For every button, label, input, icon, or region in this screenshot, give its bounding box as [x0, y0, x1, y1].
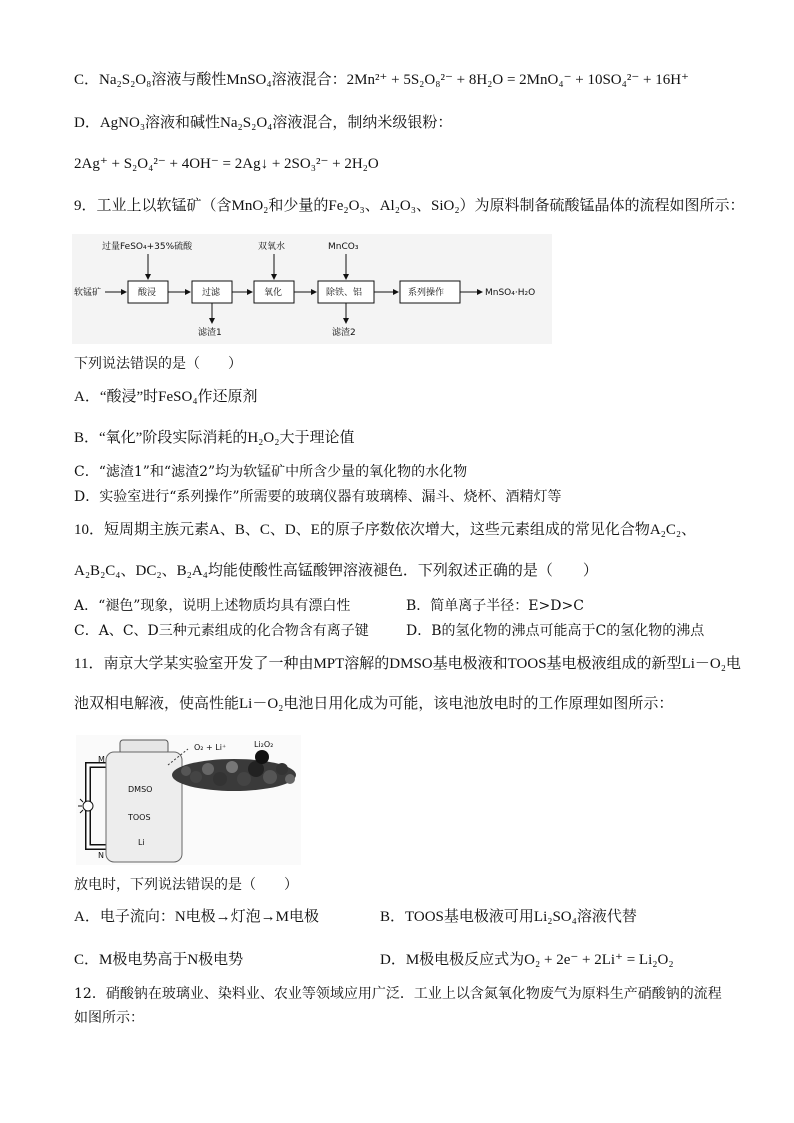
q11-option-b: B．TOOS基电极液可用Li₂SO₄溶液代替	[380, 909, 637, 925]
q11-stem-line2: 池双相电解液，使高性能Li－O₂电池日用化成为可能，该电池放电时的工作原理如图所示：	[74, 696, 674, 712]
flow-input-3-label: MnCO₃	[328, 242, 359, 252]
q10-stem-line1: 10．短周期主族元素A、B、C、D、E的原子序数依次增大，这些元素组成的常见化合物A₂C₂、	[74, 522, 697, 538]
q9-flow-diagram	[72, 234, 552, 344]
flow-output-1-label: 滤渣1	[198, 328, 222, 338]
flow-step-5-label: 系列操作	[408, 288, 445, 298]
flow-step-1-label: 酸浸	[138, 288, 157, 298]
q12-stem-line1: 12．硝酸钠在玻璃业、染料业、农业等领域应用广泛．工业上以含氮氧化物废气为原料生产硝酸钠的流程	[74, 986, 722, 1002]
electrode-m-label: M	[98, 755, 105, 764]
q8-option-d-equation: 2Ag⁺ + S₂O₄²⁻ + 4OH⁻ = 2Ag↓ + 2SO₃²⁻ + 2H₂O	[74, 156, 379, 172]
q9-option-b: B．“氧化”阶段实际消耗的H₂O₂大于理论值	[74, 430, 355, 446]
q11-option-c: C．M极电势高于N极电势	[74, 952, 244, 968]
q8-option-c: C．Na₂S₂O₈溶液与酸性MnSO₄溶液混合：2Mn²⁺ + 5S₂O₈²⁻ + 8H₂O = 2MnO₄⁻ + 10SO₄²⁻ + 16H⁺	[74, 72, 689, 88]
flow-input-2-label: 双氧水	[258, 242, 286, 252]
flow-output-2-label: 滤渣2	[332, 328, 356, 338]
flow-start-label: 软锰矿	[74, 288, 102, 298]
flow-input-1-label: 过量FeSO₄+35%硫酸	[102, 242, 193, 252]
flow-step-2-label: 过滤	[202, 288, 221, 298]
q11-option-a: A．电子流向：N电极→灯泡→M电极	[74, 909, 320, 925]
q10-option-c: C．A、C、D三种元素组成的化合物含有离子键	[74, 623, 369, 639]
q10-option-d: D．B的氢化物的沸点可能高于C的氢化物的沸点	[406, 623, 705, 639]
q9-stem: 9．工业上以软锰矿（含MnO₂和少量的Fe₂O₃、Al₂O₃、SiO₂）为原料制备硫酸锰晶体的流程如图所示：	[74, 198, 745, 214]
q8-option-d: D．AgNO₃溶液和碱性Na₂S₂O₄溶液混合，制纳米级银粉：	[74, 115, 453, 131]
flow-step-4-label: 除铁、铝	[326, 288, 363, 298]
q10-option-b: B．简单离子半径：E>D>C	[406, 598, 584, 614]
q11-question: 放电时，下列说法错误的是（ ）	[74, 877, 298, 893]
q12-stem-line2: 如图所示：	[74, 1010, 144, 1026]
reaction-label: O₂ + Li⁺	[194, 743, 227, 752]
q11-stem-line1: 11．南京大学某实验室开发了一种由MPT溶解的DMSO基电极液和TOOS基电极液组成的新型Li－O₂电	[74, 656, 741, 672]
layer-li-label: Li	[138, 838, 145, 847]
layer-toos-label: TOOS	[128, 813, 151, 822]
q9-option-d: D．实验室进行“系列操作”所需要的玻璃仪器有玻璃棒、漏斗、烧杯、酒精灯等	[74, 489, 562, 505]
q10-stem-line2: A₂B₂C₄、DC₂、B₂A₄均能使酸性高锰酸钾溶液褪色．下列叙述正确的是（ ）	[74, 563, 598, 579]
product-label: Li₂O₂	[254, 740, 274, 749]
q9-question: 下列说法错误的是（ ）	[74, 356, 242, 372]
q11-battery-diagram	[76, 735, 301, 865]
flow-step-3-label: 氧化	[264, 288, 283, 298]
q11-option-d: D．M极电极反应式为O₂ + 2e⁻ + 2Li⁺ = Li₂O₂	[380, 952, 674, 968]
electrode-n-label: N	[98, 851, 104, 860]
q9-option-c: C．“滤渣1”和“滤渣2”均为软锰矿中所含少量的氧化物的水化物	[74, 464, 468, 480]
q10-option-a: A．“褪色”现象，说明上述物质均具有漂白性	[74, 598, 351, 614]
flow-product-label: MnSO₄·H₂O	[485, 288, 536, 298]
layer-dmso-label: DMSO	[128, 785, 153, 794]
q9-option-a: A．“酸浸”时FeSO₄作还原剂	[74, 389, 258, 405]
